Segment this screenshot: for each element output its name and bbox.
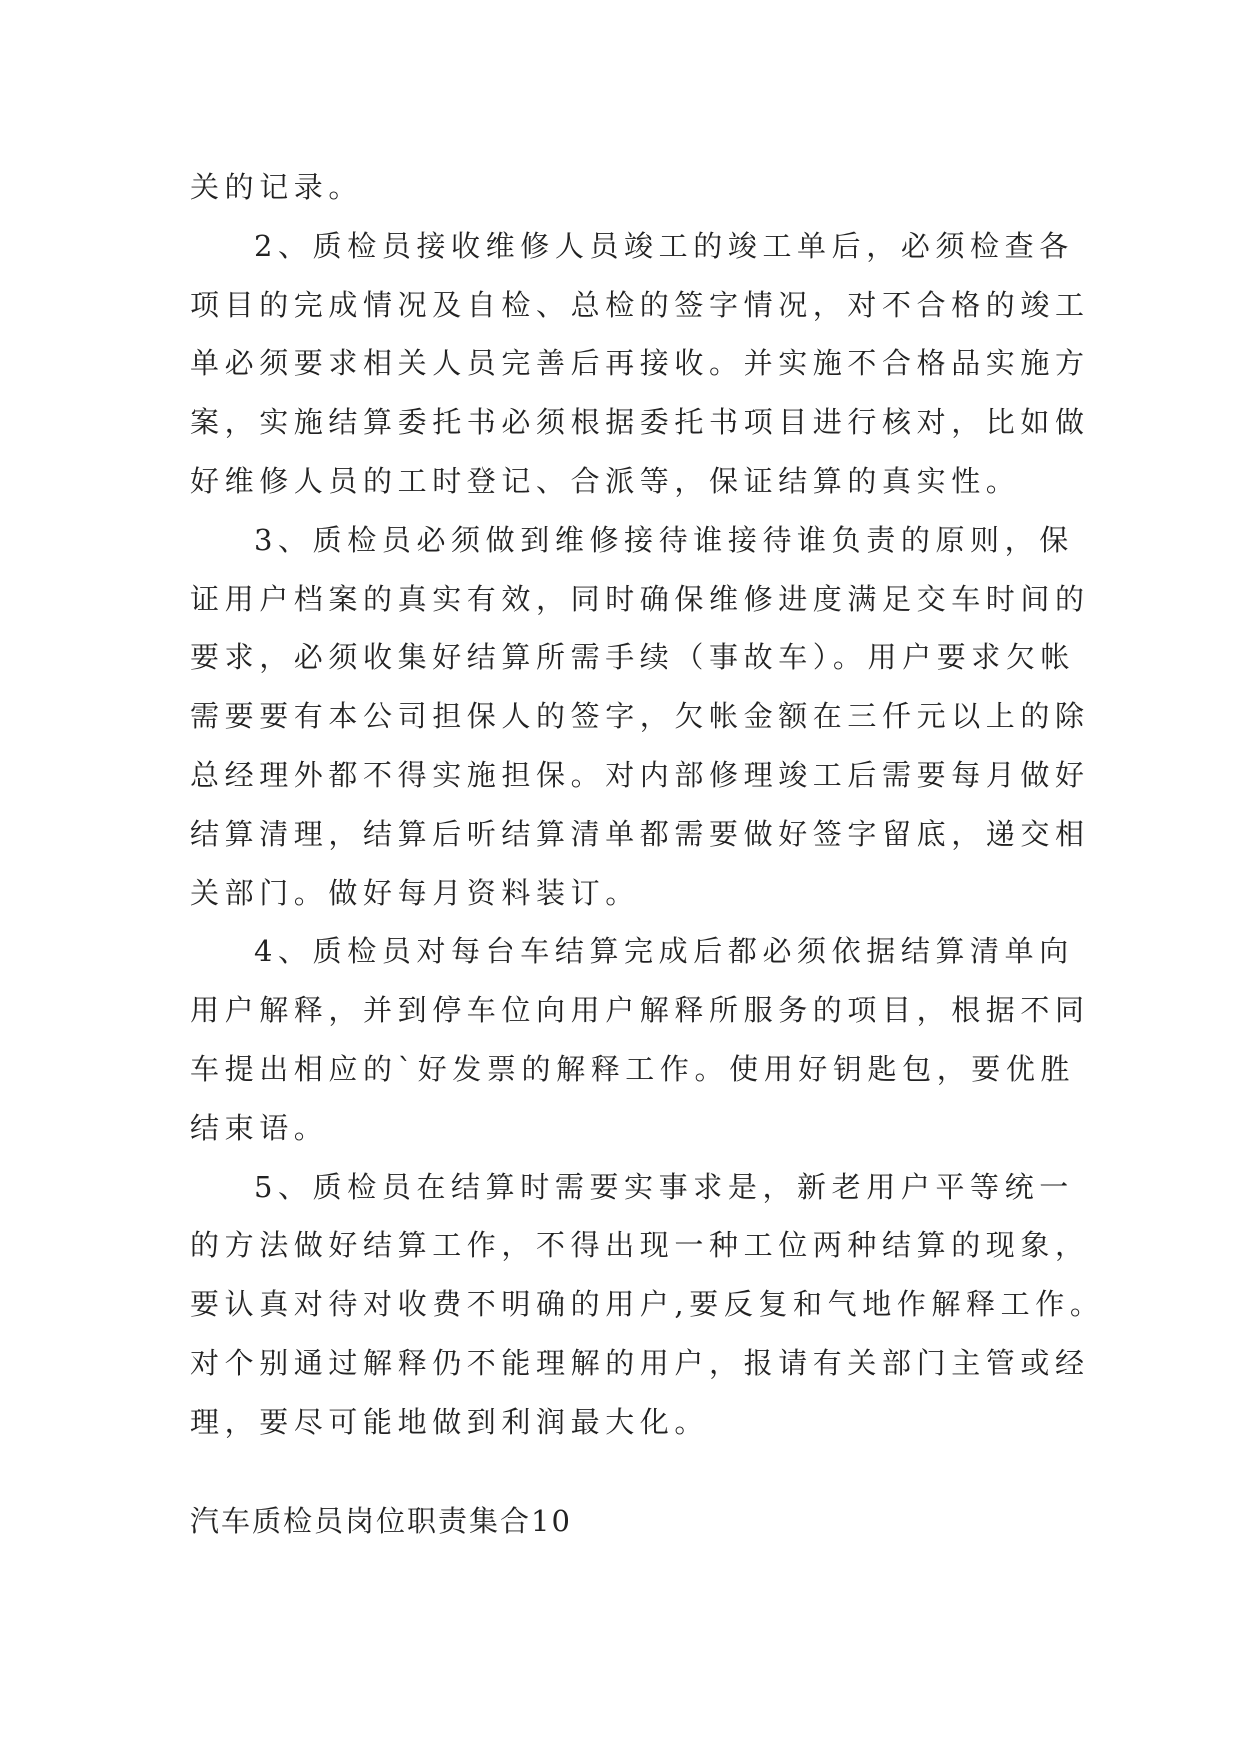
paragraph-5-start: 5、质检员在结算时需要实事求是，新老用户平等统一	[254, 1169, 1074, 1204]
paragraph-2-start: 2、质检员接收维修人员竣工的竣工单后，必须检查各	[254, 228, 1074, 263]
text-line: 总经理外都不得实施担保。对内部修理竣工后需要每月做好	[190, 757, 1090, 792]
text-line: 用户解释，并到停车位向用户解释所服务的项目，根据不同	[190, 993, 1090, 1028]
document-body	[190, 158, 1105, 1452]
text-line: 案，实施结算委托书必须根据委托书项目进行核对，比如做	[190, 405, 1090, 440]
paragraph-3-start: 3、质检员必须做到维修接待谁接待谁负责的原则，保	[254, 522, 1074, 557]
text-line: 的方法做好结算工作，不得出现一种工位两种结算的现象，	[190, 1228, 1090, 1263]
text-line: 结算清理，结算后听结算清单都需要做好签字留底，递交相	[190, 816, 1090, 851]
text-line: 结束语。	[190, 1110, 329, 1145]
section-title: 汽车质检员岗位职责集合10	[190, 1504, 572, 1538]
text-line: 证用户档案的真实有效，同时确保维修进度满足交车时间的	[190, 581, 1090, 616]
text-line: 需要要有本公司担保人的签字，欠帐金额在三仟元以上的除	[190, 699, 1090, 734]
text-line: 理，要尽可能地做到利润最大化。	[190, 1404, 710, 1439]
text-line: 好维修人员的工时登记、合派等，保证结算的真实性。	[190, 463, 1021, 498]
text-line: 要求，必须收集好结算所需手续（事故车）。用户要求欠帐	[190, 640, 1076, 675]
text-line: 对个别通过解释仍不能理解的用户，报请有关部门主管或经	[190, 1345, 1090, 1380]
text-line: 要认真对待对收费不明确的用户,要反复和气地作解释工作。	[190, 1287, 1105, 1322]
text-line: 关部门。做好每月资料装订。	[190, 875, 640, 910]
text-line: 单必须要求相关人员完善后再接收。并实施不合格品实施方	[190, 346, 1090, 381]
text-line: 车提出相应的`好发票的解释工作。使用好钥匙包，要优胜	[190, 1051, 1076, 1086]
paragraph-4-start: 4、质检员对每台车结算完成后都必须依据结算清单向	[254, 934, 1074, 969]
text-line: 关的记录。	[190, 170, 364, 204]
text-line: 项目的完成情况及自检、总检的签字情况，对不合格的竣工	[190, 287, 1090, 322]
